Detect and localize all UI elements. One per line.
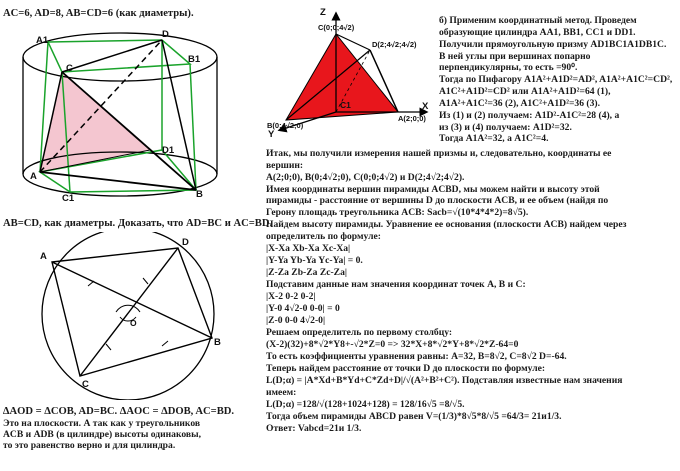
circ-label-o: O: [130, 318, 137, 328]
ax-label-y: Y: [268, 129, 275, 140]
rb-line-19: Теперь найдем расстояние от точки D до плоскости по формуле:: [266, 363, 546, 374]
rt-line-6: Тогда по Пифагору A1A²+A1D²=AD², A1A²+A1C²=CD²,: [439, 74, 673, 85]
rb-line-20: L(D;α) = |A*Xd+B*Yd+C*Zd+D|/√(A²+B²+C²). Подставляя известные нам значения: [266, 375, 623, 386]
cyl-label-b1: B1: [188, 54, 201, 65]
rb-line-4: Имея координаты вершин пирамиды ACBD, мы можем найти и высоту этой: [266, 184, 600, 195]
cyl-label-c: C: [66, 63, 73, 74]
cyl-label-c1: C1: [62, 193, 75, 204]
ax-label-z: Z: [320, 7, 326, 18]
rb-line-16: Решаем определитель по первому столбцу:: [266, 327, 453, 338]
rb-line-11: |Z-Za Zb-Za Zc-Za|: [266, 267, 347, 278]
rb-line-13: |X-2 0-2 0-2|: [266, 291, 316, 302]
rt-line-11: Тогда A1A²=32, а A1C²=4.: [439, 133, 549, 144]
rb-line-24: Ответ: Vabcd=21и 1/3.: [266, 423, 362, 434]
ax-label-d: D(2;4√2;4√2): [372, 40, 417, 49]
rb-line-18: То есть коэффициенты уравнения равны: A=32, B=8√2, C=8√2 D=-64.: [266, 351, 567, 362]
rb-line-23: Тогда объем пирамиды ABCD равен V=(1/3)*8√5*8/√5 =64/3= 21и1/3.: [266, 411, 562, 422]
rb-line-9: |X-Xa Xb-Xa Xc-Xa|: [266, 243, 351, 254]
rt-line-9: Из (1) и (2) получаем: A1D²-A1C²=28 (4), а: [439, 110, 620, 121]
circ-label-a: A: [40, 251, 47, 262]
rb-line-5: пирамиды - расстояние от вершины D до плоскости ACB, и ее объем (найдя по: [266, 195, 609, 206]
rb-line-17: (X-2)(32)+8*√2*Y8+-√2*Z=0 => 32*X+8*√2*Y+8*√2*Z-64=0: [266, 339, 519, 350]
circ-label-d: D: [182, 237, 189, 248]
rb-line-14: |Y-0 4√2-0 0-0| = 0: [266, 303, 340, 314]
rb-line-22: L(D;α) =128/√(128+1024+128) = 128/16√5 =8/√5.: [266, 399, 465, 410]
rb-line-15: |Z-0 0-0 4√2-0|: [266, 315, 326, 326]
ax-label-a: A(2;0;0): [398, 114, 426, 123]
rb-line-3: A(2;0;0), B(0;4√2;0), C(0;0;4√2) и D(2;4√2;4√2).: [266, 172, 465, 183]
ax-label-b: B(0;4√2;0): [267, 121, 304, 130]
given-text: AC=6, AD=8, AB=CD=6 (как диаметры).: [3, 8, 194, 19]
rb-line-21: имеем:: [266, 387, 297, 398]
rb-line-2: вершин:: [266, 160, 304, 171]
cyl-label-d: D: [162, 29, 169, 40]
cyl-label-a1: A1: [36, 35, 49, 46]
cylinder-figure: [0, 20, 250, 210]
proof-line-2: Это на плоскости. А так как у треугольников: [3, 418, 201, 429]
rt-line-8: A1A²+A1C²=36 (2), A1C²+A1D²=36 (3).: [439, 98, 601, 109]
proof-line-4: то это равенство верно и для цилиндра.: [3, 440, 176, 451]
rb-line-8: определитель по формуле:: [266, 231, 381, 242]
rt-line-3: Получили прямоугольную призму AD1BC1A1DB1C.: [439, 39, 667, 50]
circle-figure: [30, 232, 240, 400]
rb-line-10: |Y-Ya Yb-Ya Yc-Ya| = 0.: [266, 255, 363, 266]
rt-line-10: из (3) и (4) получаем: A1D²=32.: [439, 122, 572, 133]
ax-label-c1: C1: [340, 100, 351, 110]
cyl-label-a: A: [30, 171, 37, 182]
ax-label-x: X: [422, 101, 429, 112]
cyl-label-d1: D1: [162, 145, 175, 156]
rt-line-5: перпендикулярны, то есть =90⁰.: [439, 62, 578, 73]
circ-label-c: C: [82, 379, 89, 390]
rt-line-1: б) Применим координатный метод. Проведем: [439, 15, 637, 26]
rb-line-1: Итак, мы получили измерения нашей призмы и, следовательно, координаты ее: [266, 148, 612, 159]
proof-line-1: ∆AOD = ∆COB, AD=BC. ∆AOC = ∆DOB, AC=BD.: [3, 406, 235, 417]
ax-label-c: C(0;0;4√2): [318, 23, 355, 32]
rb-line-7: Найдем высоту пирамиды. Уравнение ее основания (плоскости ACB) найдем через: [266, 219, 627, 230]
cyl-label-b: B: [196, 189, 203, 200]
task-text: AB=CD, как диаметры. Доказать, что AD=BC и AC=BD.: [3, 218, 273, 229]
rt-line-2: образующие цилиндра AA1, BB1, CC1 и DD1.: [439, 27, 636, 38]
rb-line-12: Подставим данные нам значения координат точек A, B и C:: [266, 279, 526, 290]
proof-line-3: ACB и ADB (в цилиндре) высоты одинаковы,: [3, 429, 201, 440]
rt-line-4: В ней углы при вершинах попарно: [439, 51, 591, 62]
circ-label-b: B: [214, 337, 221, 348]
rt-line-7: A1C²+A1D²=CD² или A1A²+A1D²=64 (1),: [439, 86, 611, 97]
rb-line-6: Герону площадь треугольника ACB: Sacb=√(10*4*4*2)=8√5).: [266, 207, 529, 218]
